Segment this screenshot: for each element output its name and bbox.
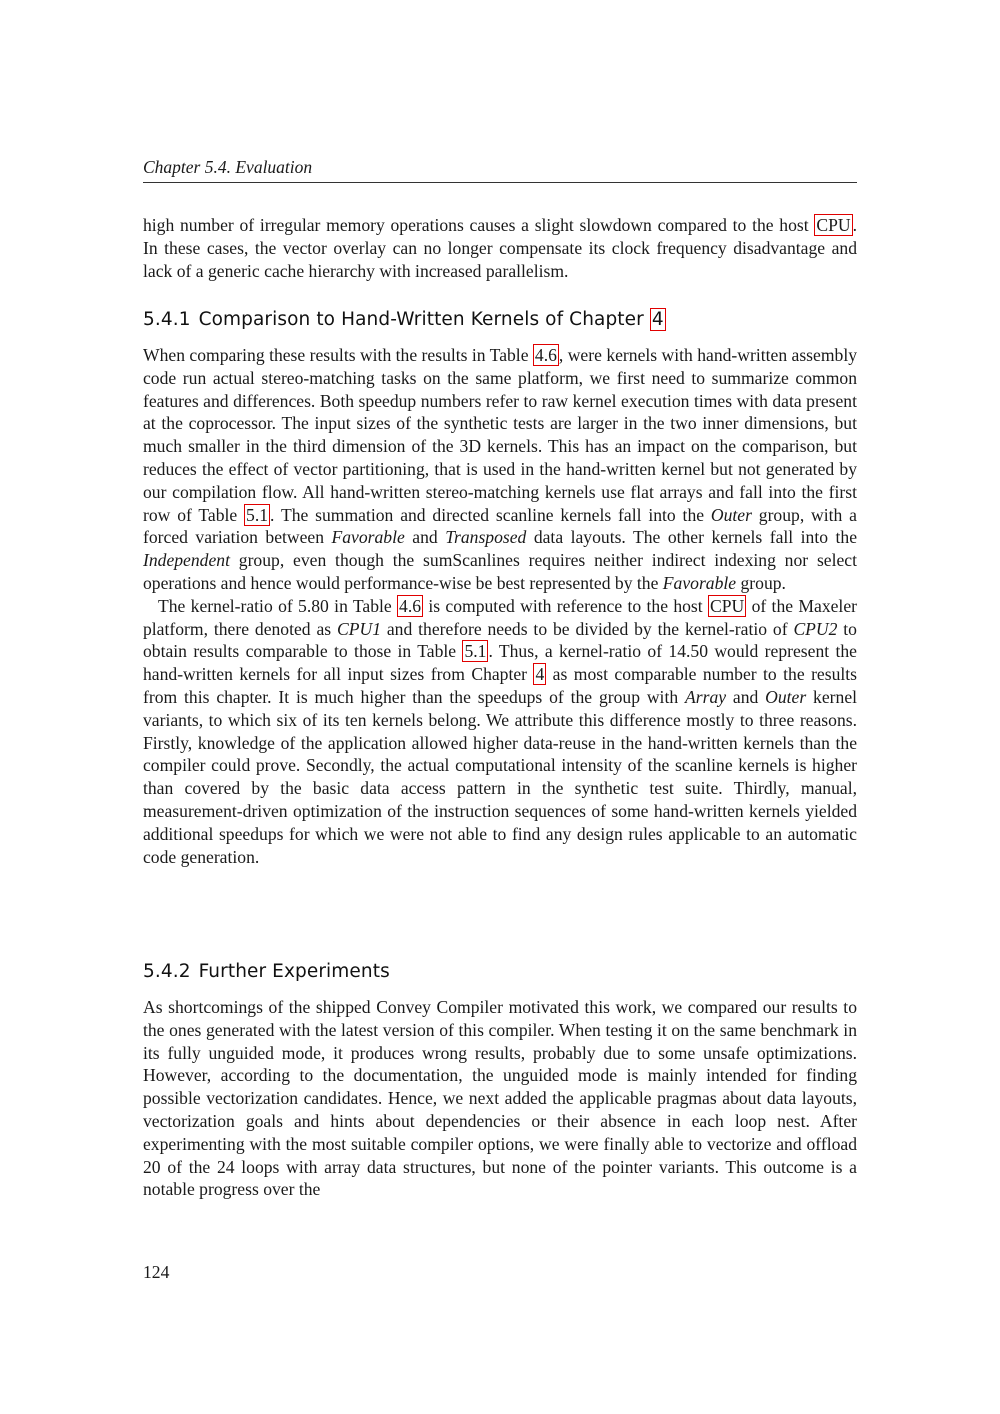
ref-table-5-1[interactable]: 5.1 <box>464 641 487 662</box>
ref-table-4-6[interactable]: 4.6 <box>534 345 557 365</box>
ref-table-4-6[interactable]: 4.6 <box>399 595 422 616</box>
paragraph: As shortcomings of the shipped Convey Compiler motivated this work, we compared our results to the ones generated with the latest version of this compiler. When testing it on the same benchmark in its fully unguided mode, it produces wrong results, probably due to some unsafe optimizations. However, according to the documentation, the unguided mode is mainly intended for finding possible vectorization candidates. Hence, we next added the applicable pragmas about data layouts, vectorization goals and hints about dependencies or their absence in each loop nest. After experimenting with the most suitable compiler options, we were finally able to vectorize and offload 20 of the 24 loops with array data structures, but none of the pointer variants. This outcome is a notable progress over the <box>143 997 857 1200</box>
ref-chapter-4[interactable]: 4 <box>651 309 664 330</box>
section-title: Further Experiments <box>198 961 390 982</box>
intro-paragraph: high number of irregular memory operations causes a slight slowdown compared to the host CPU . In these cases, the vector overlay can no longer compensate its clock frequency disadvantage and lack of a generic cache hierarchy with increased parallelism. <box>143 215 857 281</box>
section-heading-5-4-1 <box>143 309 666 330</box>
running-head: Chapter 5.4. Evaluation <box>143 157 857 183</box>
section-5-4-2-body <box>143 996 857 1201</box>
section-title: Comparison to Hand-Written Kernels of Chapter <box>198 309 650 330</box>
paragraph: The kernel-ratio of 5.80 in Table 4.6 is computed with reference to the host CPU of the Maxeler platform, there denoted as CPU1 and therefore needs to be divided by the kernel-ratio of CPU2 to obtain results comparable to those in Table 5.1 . Thus, a kernel-ratio of 14.50 would represent the hand-written kernels for all input sizes from Chapter 4 as most comparable number to the results from this chapter. It is much higher than the speedups of the group with Array and Outer kernel variants, to which six of its ten kernels belong. We attribute this difference mostly to three reasons. Firstly, knowledge of the application allowed higher data-reuse in the hand-written kernels than the compiler could prove. Secondly, the actual computational intensity of the scanline kernels is higher than covered by the basic data access pattern in the synthetic test suite. Thirdly, manual, measurement-driven optimization of the instruction sequences of some hand-written kernels yielded additional speedups for which we were not able to find any design rules applicable to an automatic code generation. <box>143 595 858 867</box>
ref-cpu-acronym[interactable]: CPU <box>816 215 851 235</box>
ref-table-5-1[interactable]: 5.1 <box>246 504 269 525</box>
paragraph: When comparing these results with the results in Table 4.6 , were kernels with hand-written assembly code run actual stereo-matching tasks on the same platform, we first need to summarize common features and differences. Both speedup numbers refer to raw kernel execution times with data present at the coprocessor. The input sizes of the synthetic tests are larger in the two inner dimensions, but much smaller in the third dimension of the 3D kernels. This has an impact on the comparison, but reduces the effect of vector partitioning, that is used in the hand-written kernel but not generated by our compilation flow. All hand-written stereo-matching kernels use flat arrays and fall into the first row of Table 5.1 . The summation and directed scanline kernels fall into the Outer group, with a forced variation between Favorable and Transposed data layouts. The other kernels fall into the Independent group, even though the sumScanlines requires neither indirect indexing nor select operations and hence would performance-wise be best represented by the Favorable group. <box>143 345 858 593</box>
intro-block <box>143 214 857 282</box>
ref-chapter-4[interactable]: 4 <box>535 664 545 685</box>
section-number: 5.4.2 <box>143 961 191 982</box>
section-5-4-1-body <box>143 344 857 868</box>
section-heading-5-4-2 <box>143 961 390 982</box>
section-number: 5.4.1 <box>143 309 191 330</box>
page-number: 124 <box>143 1262 170 1282</box>
ref-cpu-acronym[interactable]: CPU <box>710 595 745 616</box>
